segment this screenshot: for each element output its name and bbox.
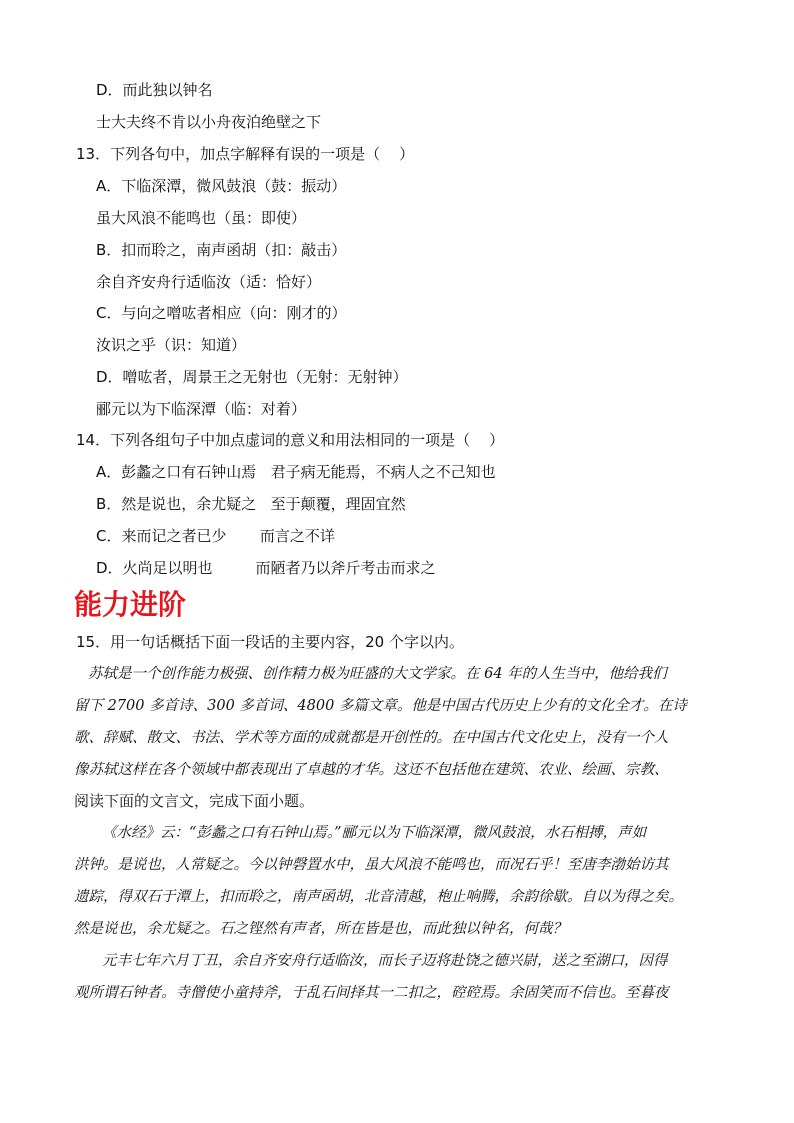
passage-line: 《水经》云：“彭蠡之口有石钟山焉。”郦元以为下临深潭，微风鼓浪，水石相搏，声如 bbox=[102, 825, 647, 841]
q15-paragraph-line: 像苏轼这样在各个领域中都表现出了卓越的才华。这还不包括他在建筑、农业、绘画、宗教、 bbox=[74, 762, 669, 778]
passage-line: 然是说也，余尤疑之。石之铿然有声者，所在皆是也，而此独以钟名，何哉？ bbox=[74, 921, 567, 937]
q14-option-b: B．然是说也，余尤疑之 至于颠覆，理固宜然 bbox=[96, 495, 406, 513]
q13-option-c-cont: 汝识之乎（识：知道） bbox=[96, 336, 247, 354]
passage-line: 遗踪，得双石于潭上，扣而聆之，南声函胡，北音清越，枹止响腾，余韵徐歇。自以为得之矣。 bbox=[74, 889, 683, 905]
q13-option-b-cont: 余自齐安舟行适临汝（适：恰好） bbox=[96, 273, 322, 291]
q13-option-b: B．扣而聆之，南声函胡（扣：敲击） bbox=[96, 241, 347, 259]
q13-option-c: C．与向之噌吰者相应（向：刚才的） bbox=[96, 304, 347, 322]
question-13-stem: 13．下列各句中，加点字解释有误的一项是（ ） bbox=[76, 145, 415, 163]
passage-line: 观所谓石钟者。寺僧使小童持斧，于乱石间择其一二扣之，硿硿焉。余固笑而不信也。至暮夜 bbox=[74, 985, 669, 1001]
q14-option-a: A．彭蠡之口有石钟山焉 君子病无能焉，不病人之不己知也 bbox=[96, 463, 496, 481]
section-heading: 能力进阶 bbox=[74, 588, 187, 621]
q13-option-d: D．噌吰者，周景王之无射也（无射：无射钟） bbox=[96, 368, 408, 386]
q15-paragraph-line: 歌、辞赋、散文、书法、学术等方面的成就都是开创性的。在中国古代文化史上，没有一个人 bbox=[74, 730, 669, 746]
question-14-stem: 14．下列各组句子中加点虚词的意义和用法相同的一项是（ ） bbox=[76, 431, 505, 449]
q15-paragraph-line: 苏轼是一个创作能力极强、创作精力极为旺盛的大文学家。在 64 年的人生当中，他给我们 bbox=[88, 666, 667, 682]
text-line: 士大夫终不肯以小舟夜泊绝壁之下 bbox=[96, 113, 322, 131]
q13-option-a-cont: 虽大风浪不能鸣也（虽：即使） bbox=[96, 209, 307, 227]
passage-line: 洪钟。是说也，人常疑之。今以钟磬置水中，虽大风浪不能鸣也，而况石乎！至唐李渤始访其 bbox=[74, 857, 669, 873]
question-15-stem: 15．用一句话概括下面一段话的主要内容，20 个字以内。 bbox=[76, 633, 464, 651]
option-d-line: D．而此独以钟名 bbox=[96, 81, 213, 99]
q13-option-a: A．下临深潭，微风鼓浪（鼓：振动） bbox=[96, 177, 347, 195]
q15-paragraph-line: 留下 2700 多首诗、300 多首词、4800 多篇文章。他是中国古代历史上少有的文化全才。在诗 bbox=[74, 698, 687, 714]
q14-option-c: C．来而记之者已少 而言之不详 bbox=[96, 527, 335, 545]
reading-instruction: 阅读下面的文言文，完成下面小题。 bbox=[74, 792, 315, 810]
q14-option-d: D．火尚足以明也 而陋者乃以斧斤考击而求之 bbox=[96, 559, 436, 577]
passage-line: 元丰七年六月丁丑，余自齐安舟行适临汝，而长子迈将赴饶之德兴尉，送之至湖口，因得 bbox=[102, 953, 668, 969]
q13-option-d-cont: 郦元以为下临深潭（临：对着） bbox=[96, 400, 307, 418]
